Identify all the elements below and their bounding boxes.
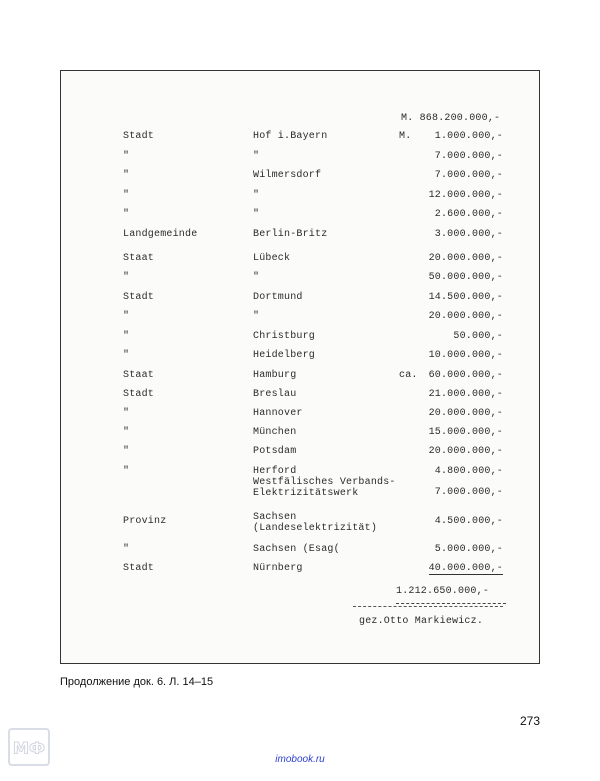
place-name: " (253, 272, 260, 283)
entity-type: " (123, 446, 130, 457)
entity-type: " (123, 170, 130, 181)
table-row (61, 292, 539, 306)
place-name: Breslau (253, 389, 297, 400)
amount-value: 20.000.000,- (428, 311, 503, 322)
table-row (61, 229, 539, 243)
place-name: Hamburg (253, 370, 297, 381)
place-name: Hannover (253, 408, 303, 419)
entity-type: " (123, 311, 130, 322)
table-row (61, 512, 539, 534)
place-name: Nürnberg (253, 563, 303, 574)
entity-type: " (123, 272, 130, 283)
table-row (61, 477, 539, 501)
publisher-logo-icon (8, 728, 50, 766)
entity-type: " (123, 427, 130, 438)
amount-value: 60.000.000,- (428, 370, 503, 381)
table-row (61, 370, 539, 384)
amount-value: 4.500.000,- (434, 516, 503, 527)
place-name: " (253, 209, 260, 220)
place-name: München (253, 427, 297, 438)
amount-value: 7.000.000,- (434, 151, 503, 162)
scanned-document (60, 70, 540, 664)
amount-value: 20.000.000,- (428, 446, 503, 457)
entity-type: " (123, 190, 130, 201)
entity-type: Stadt (123, 389, 155, 400)
amount-value: 5.000.000,- (434, 544, 503, 555)
entity-type: Stadt (123, 292, 155, 303)
place-name: Dortmund (253, 292, 303, 303)
entity-type: " (123, 151, 130, 162)
amount-value: 7.000.000,- (434, 170, 503, 181)
entity-type: " (123, 544, 130, 555)
table-row (61, 563, 539, 577)
amount-value: 2.600.000,- (434, 209, 503, 220)
entity-type: " (123, 408, 130, 419)
table-row (61, 427, 539, 441)
table-row (61, 151, 539, 165)
table-row (61, 253, 539, 267)
table-row (61, 170, 539, 184)
place-name: Wilmersdorf (253, 170, 322, 181)
amount-value: 7.000.000,- (434, 487, 503, 498)
place-name: " (253, 311, 260, 322)
amount-value: 1.000.000,- (434, 131, 503, 142)
place-name: Sachsen (Esag( (253, 544, 340, 555)
place-name: Christburg (253, 331, 316, 342)
entity-type: Landgemeinde (123, 229, 198, 240)
entity-type: Staat (123, 253, 155, 264)
svg-text:МФ: МФ (13, 738, 45, 758)
table-row (61, 350, 539, 364)
sum-rule (396, 603, 506, 604)
table-row (61, 209, 539, 223)
signature: gez.Otto Markiewicz. (359, 616, 484, 627)
amount-value: 50.000,- (453, 331, 503, 342)
place-name: " (253, 151, 260, 162)
footer-site-link[interactable]: imobook.ru (275, 754, 325, 765)
amount-value: 40.000.000,- (428, 563, 503, 574)
amount-value: 14.500.000,- (428, 292, 503, 303)
table-row (61, 446, 539, 460)
entity-type: " (123, 209, 130, 220)
amount-prefix: M. (399, 131, 412, 142)
total-rule (353, 606, 503, 607)
place-name: Heidelberg (253, 350, 316, 361)
table-row (61, 408, 539, 422)
entity-type: Stadt (123, 131, 155, 142)
table-row (61, 272, 539, 286)
place-name: Herford (253, 466, 297, 477)
header-amount: M. 868.200.000,- (401, 113, 501, 124)
place-name: Berlin-Britz (253, 229, 328, 240)
amount-value: 12.000.000,- (428, 190, 503, 201)
amount-value: 21.000.000,- (428, 389, 503, 400)
place-name: Sachsen (Landeselektrizität) (253, 512, 378, 534)
table-row (61, 544, 539, 558)
amount-value: 10.000.000,- (428, 350, 503, 361)
table-row (61, 190, 539, 204)
table-row (61, 311, 539, 325)
place-name: " (253, 190, 260, 201)
amount-value: 50.000.000,- (428, 272, 503, 283)
entity-type: " (123, 466, 130, 477)
document-caption: Продолжение док. 6. Л. 14–15 (60, 676, 214, 688)
entity-type: Provinz (123, 516, 167, 527)
entity-type: " (123, 350, 130, 361)
entity-type: Staat (123, 370, 155, 381)
place-name: Hof i.Bayern (253, 131, 328, 142)
entity-type: Stadt (123, 563, 155, 574)
table-row (61, 331, 539, 345)
amount-value: 4.800.000,- (434, 466, 503, 477)
place-name: Lübeck (253, 253, 291, 264)
page-number: 273 (520, 714, 541, 728)
amount-value: 20.000.000,- (428, 408, 503, 419)
amount-value: 15.000.000,- (428, 427, 503, 438)
total-amount: 1.212.650.000,- (396, 586, 490, 597)
table-row (61, 389, 539, 403)
place-name: Westfälisches Verbands- Elektrizitätswerk (253, 477, 396, 499)
amount-value: 20.000.000,- (428, 253, 503, 264)
amount-prefix: ca. (399, 370, 418, 381)
table-row (61, 131, 539, 145)
amount-value: 3.000.000,- (434, 229, 503, 240)
entity-type: " (123, 331, 130, 342)
place-name: Potsdam (253, 446, 297, 457)
